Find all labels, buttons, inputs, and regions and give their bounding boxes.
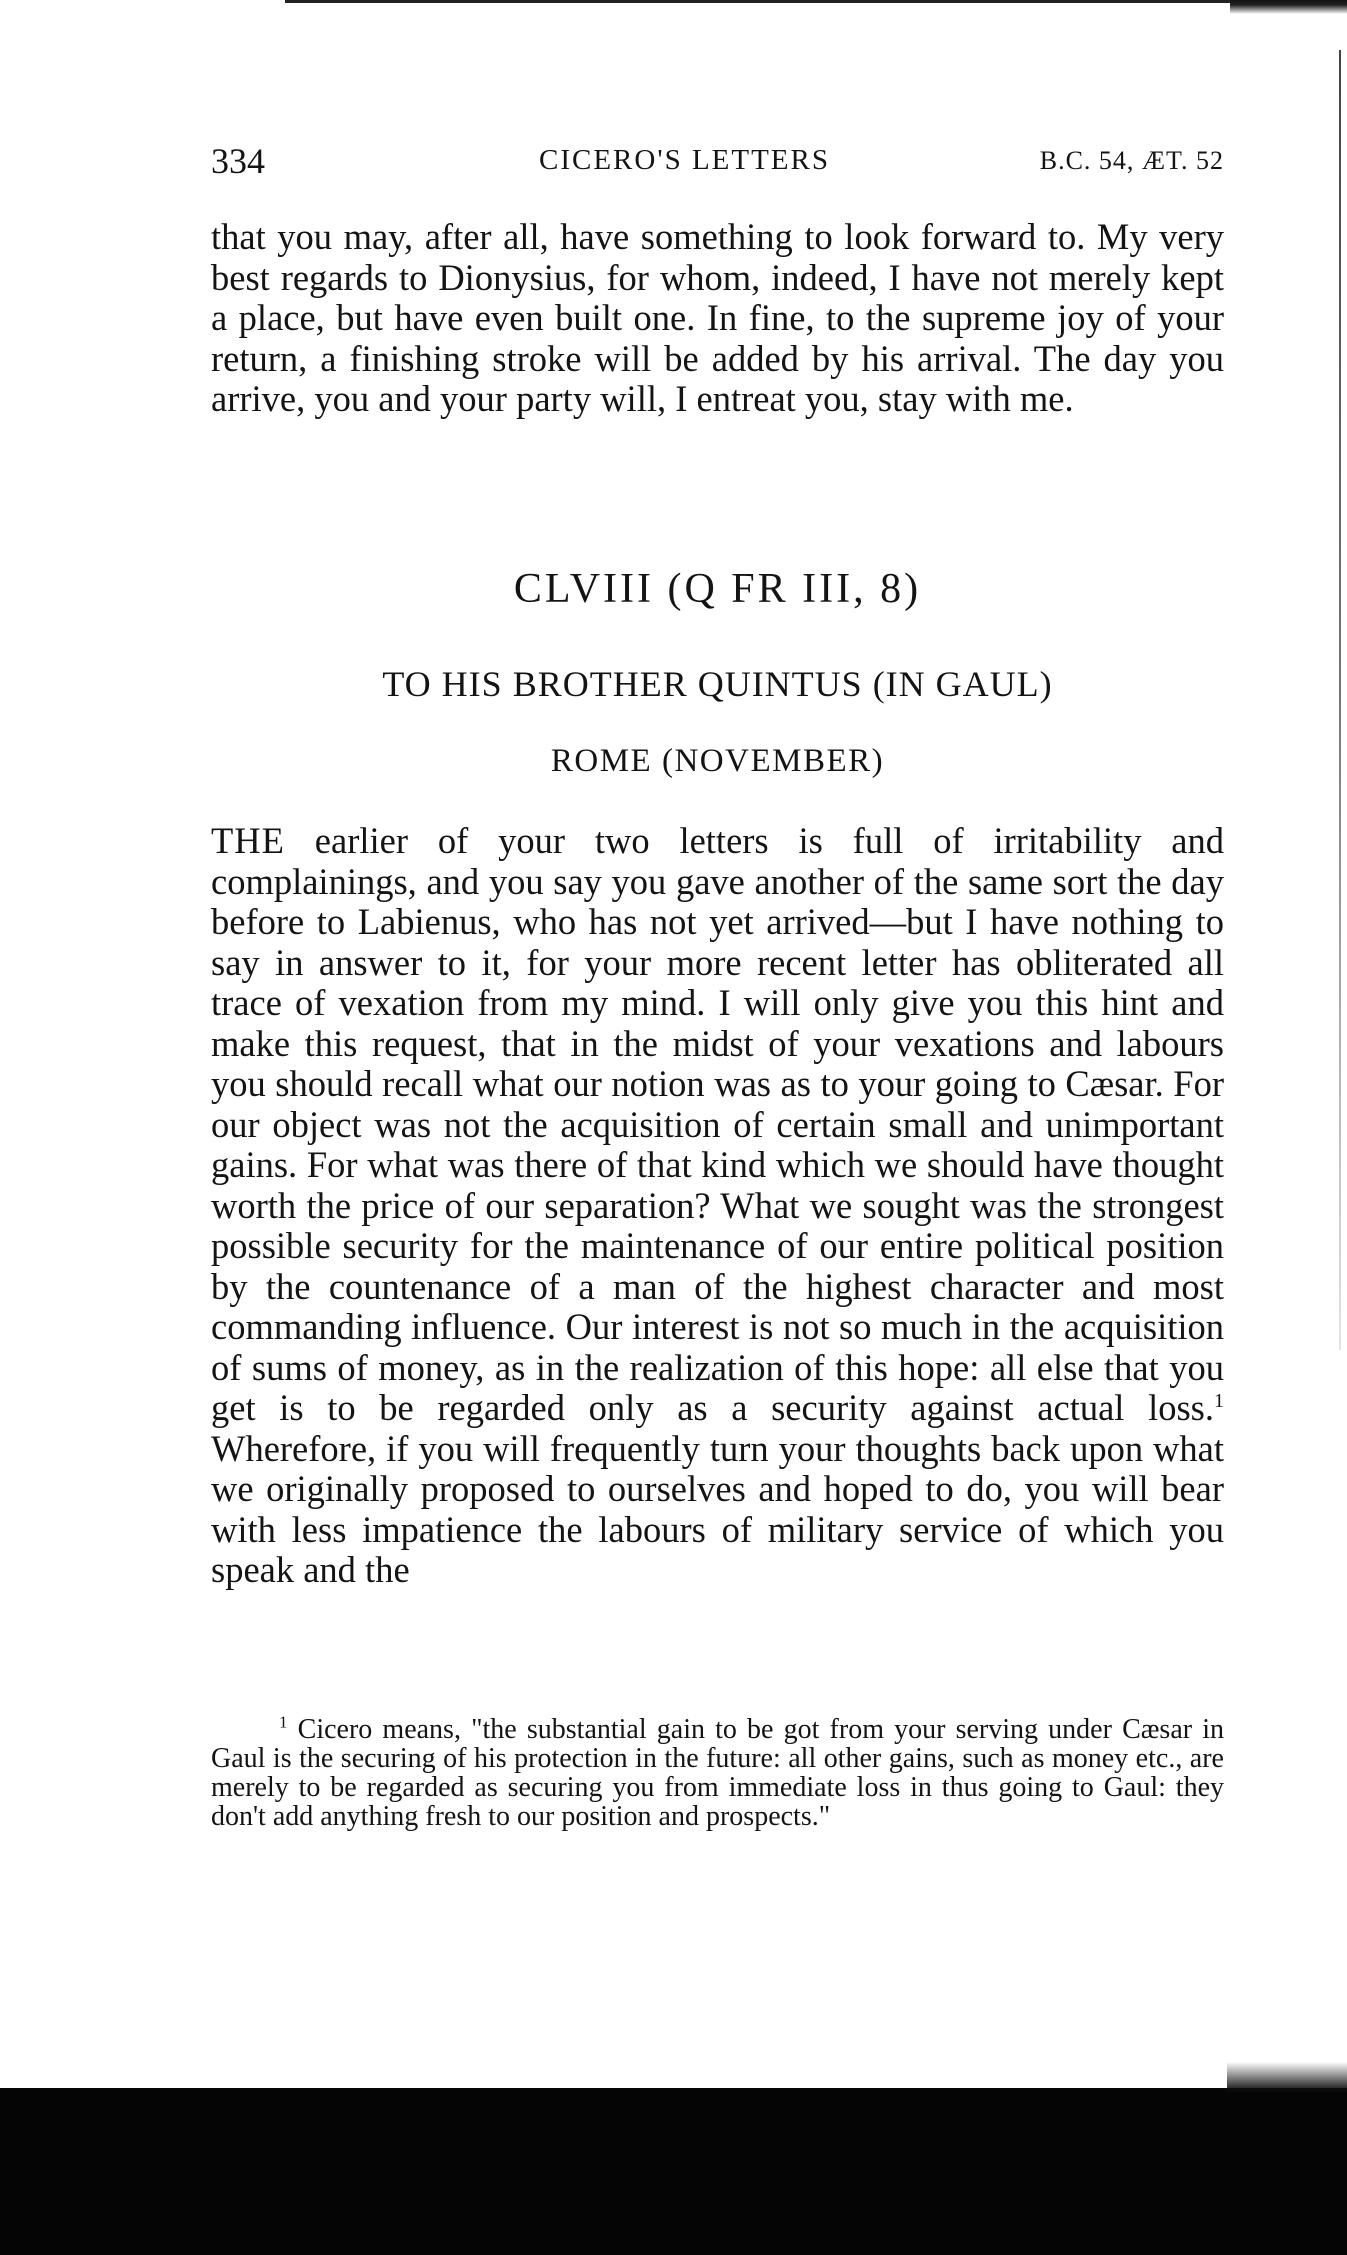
opening-word: THE — [211, 820, 285, 861]
top-page-edge — [285, 0, 1347, 3]
running-title: CICERO'S LETTERS — [539, 144, 830, 176]
right-page-edge — [1339, 50, 1341, 1350]
page-number: 334 — [211, 141, 265, 181]
letter-paragraph — [211, 821, 1224, 1591]
scan-corner-shadow — [1230, 0, 1347, 14]
footnote-marker: 1 — [279, 1712, 288, 1732]
page-curl-shadow — [1227, 2062, 1347, 2092]
continuation-text: that you may, after all, have something to look forward to. My very best regards to Dionysius, for whom, indeed, I have not merely kept a place, but have even built one. In fine, to the supreme joy of your return, a finishing stroke will be added by his arrival. The day you arrive, you and your party will, I entreat you, stay with me. — [211, 216, 1224, 419]
letter-recipient: TO HIS BROTHER QUINTUS (IN GAUL) — [382, 664, 1053, 704]
continuation-paragraph — [211, 217, 1224, 420]
letter-body — [211, 821, 1224, 1591]
body-text-part1: earlier of your two letters is full of irritability and complainings, and you say you gave another of the same sort the day before to Labienus, who has not yet arrived—but I have nothing to say in answer to it, for your more recent letter has obliterated all trace of vexation from my mind. I will only give you this hint and make this request, that in the midst of your vexations and labours you should recall what our notion was as to your going to Cæsar. For our object was not the acquisition of certain small and unimportant gains. For what was there of that kind which we should have thought worth the price of our separation? What we sought was the strongest possible security for the maintenance of our entire political position by the countenance of a man of the highest character and most commanding influence. Our interest is not so much in the acquisition of sums of money, as in the realization of this hope: all else that you get is to be regarded only as a security against actual loss. — [211, 820, 1224, 1428]
body-text-part2: Wherefore, if you will frequently turn your thoughts back upon what we originally proposed to ourselves and hoped to do, you will bear with less impatience the labours of military service of which you speak and the — [211, 1427, 1224, 1590]
footnote — [211, 1712, 1224, 1832]
footnote-reference: 1 — [1214, 1389, 1224, 1412]
scan-bottom-shadow — [0, 2088, 1347, 2255]
footnote-paragraph — [211, 1712, 1224, 1832]
running-header — [211, 140, 1224, 190]
letter-place-date: ROME (NOVEMBER) — [550, 743, 885, 779]
footnote-text: Cicero means, "the substantial gain to be got from your serving under Cæsar in Gaul is the securing of his protection in the future: all other gains, such as money etc., are merely to be regarded as securing you from immediate loss in thus going to Gaul: they don't add anything fresh to our position and prospects." — [211, 1714, 1224, 1832]
date-reference: B.C. 54, ÆT. 52 — [1039, 146, 1224, 175]
letter-number-heading: CLVIII (Q FR III, 8) — [513, 566, 922, 612]
